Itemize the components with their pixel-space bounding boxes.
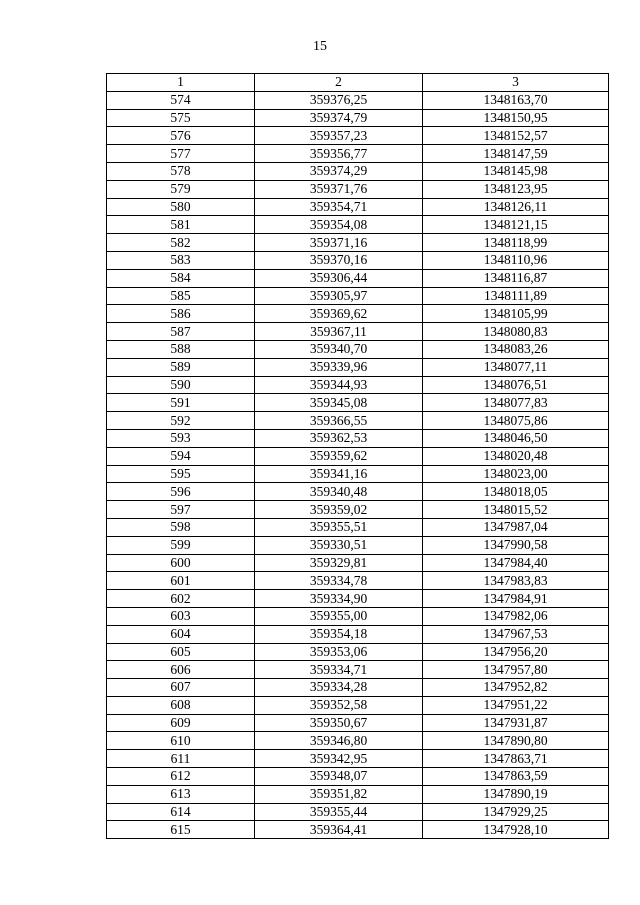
x-coordinate-cell: 359371,16 xyxy=(255,234,423,252)
page-number: 15 xyxy=(313,39,327,54)
table-row xyxy=(107,501,609,519)
y-coordinate-cell: 1347983,83 xyxy=(423,572,609,590)
point-number-cell: 603 xyxy=(107,607,255,625)
x-coordinate-cell: 359345,08 xyxy=(255,394,423,412)
point-number-cell: 576 xyxy=(107,127,255,145)
y-coordinate-cell: 1347890,80 xyxy=(423,732,609,750)
table-row xyxy=(107,269,609,287)
x-coordinate-cell: 359364,41 xyxy=(255,821,423,839)
x-coordinate-cell: 359359,02 xyxy=(255,501,423,519)
y-coordinate-cell: 1347967,53 xyxy=(423,625,609,643)
table-row xyxy=(107,127,609,145)
point-number-cell: 581 xyxy=(107,216,255,234)
point-number-cell: 585 xyxy=(107,287,255,305)
point-number-cell: 589 xyxy=(107,358,255,376)
x-coordinate-cell: 359350,67 xyxy=(255,714,423,732)
table-row xyxy=(107,198,609,216)
y-coordinate-cell: 1348018,05 xyxy=(423,483,609,501)
point-number-cell: 611 xyxy=(107,750,255,768)
table-row xyxy=(107,429,609,447)
point-number-cell: 613 xyxy=(107,785,255,803)
table-row xyxy=(107,234,609,252)
x-coordinate-cell: 359334,28 xyxy=(255,679,423,697)
x-coordinate-cell: 359374,79 xyxy=(255,109,423,127)
table-row xyxy=(107,465,609,483)
x-coordinate-cell: 359305,97 xyxy=(255,287,423,305)
point-number-cell: 606 xyxy=(107,661,255,679)
x-coordinate-cell: 359334,90 xyxy=(255,590,423,608)
table-row xyxy=(107,750,609,768)
x-coordinate-cell: 359374,29 xyxy=(255,162,423,180)
y-coordinate-cell: 1347928,10 xyxy=(423,821,609,839)
y-coordinate-cell: 1347956,20 xyxy=(423,643,609,661)
column-header-3: 3 xyxy=(423,74,609,92)
table-row xyxy=(107,91,609,109)
y-coordinate-cell: 1348075,86 xyxy=(423,412,609,430)
y-coordinate-cell: 1348163,70 xyxy=(423,91,609,109)
y-coordinate-cell: 1347931,87 xyxy=(423,714,609,732)
y-coordinate-cell: 1348077,83 xyxy=(423,394,609,412)
table-row xyxy=(107,803,609,821)
y-coordinate-cell: 1348126,11 xyxy=(423,198,609,216)
x-coordinate-cell: 359362,53 xyxy=(255,429,423,447)
table-row xyxy=(107,216,609,234)
table-row xyxy=(107,162,609,180)
point-number-cell: 604 xyxy=(107,625,255,643)
table-row xyxy=(107,180,609,198)
table-row xyxy=(107,251,609,269)
y-coordinate-cell: 1348123,95 xyxy=(423,180,609,198)
x-coordinate-cell: 359344,93 xyxy=(255,376,423,394)
x-coordinate-cell: 359352,58 xyxy=(255,696,423,714)
point-number-cell: 596 xyxy=(107,483,255,501)
table-body xyxy=(107,91,609,838)
table-row xyxy=(107,536,609,554)
table-row xyxy=(107,287,609,305)
point-number-cell: 612 xyxy=(107,768,255,786)
x-coordinate-cell: 359340,48 xyxy=(255,483,423,501)
point-number-cell: 594 xyxy=(107,447,255,465)
y-coordinate-cell: 1348110,96 xyxy=(423,251,609,269)
table-row xyxy=(107,305,609,323)
point-number-cell: 578 xyxy=(107,162,255,180)
point-number-cell: 605 xyxy=(107,643,255,661)
table-row xyxy=(107,607,609,625)
x-coordinate-cell: 359339,96 xyxy=(255,358,423,376)
x-coordinate-cell: 359340,70 xyxy=(255,340,423,358)
x-coordinate-cell: 359370,16 xyxy=(255,251,423,269)
point-number-cell: 583 xyxy=(107,251,255,269)
x-coordinate-cell: 359353,06 xyxy=(255,643,423,661)
table-row xyxy=(107,340,609,358)
y-coordinate-cell: 1347990,58 xyxy=(423,536,609,554)
table-row xyxy=(107,109,609,127)
x-coordinate-cell: 359367,11 xyxy=(255,323,423,341)
point-number-cell: 590 xyxy=(107,376,255,394)
table-row xyxy=(107,572,609,590)
table-row xyxy=(107,394,609,412)
table-row xyxy=(107,785,609,803)
point-number-cell: 586 xyxy=(107,305,255,323)
point-number-cell: 609 xyxy=(107,714,255,732)
x-coordinate-cell: 359306,44 xyxy=(255,269,423,287)
point-number-cell: 607 xyxy=(107,679,255,697)
y-coordinate-cell: 1347984,40 xyxy=(423,554,609,572)
x-coordinate-cell: 359371,76 xyxy=(255,180,423,198)
point-number-cell: 574 xyxy=(107,91,255,109)
table-row xyxy=(107,323,609,341)
table-row xyxy=(107,518,609,536)
x-coordinate-cell: 359354,71 xyxy=(255,198,423,216)
y-coordinate-cell: 1348111,89 xyxy=(423,287,609,305)
x-coordinate-cell: 359355,44 xyxy=(255,803,423,821)
y-coordinate-cell: 1348121,15 xyxy=(423,216,609,234)
y-coordinate-cell: 1347890,19 xyxy=(423,785,609,803)
y-coordinate-cell: 1348152,57 xyxy=(423,127,609,145)
point-number-cell: 588 xyxy=(107,340,255,358)
table-row xyxy=(107,376,609,394)
table-row xyxy=(107,145,609,163)
point-number-cell: 593 xyxy=(107,429,255,447)
y-coordinate-cell: 1347957,80 xyxy=(423,661,609,679)
y-coordinate-cell: 1348015,52 xyxy=(423,501,609,519)
x-coordinate-cell: 359330,51 xyxy=(255,536,423,554)
point-number-cell: 615 xyxy=(107,821,255,839)
header-row xyxy=(107,74,609,92)
y-coordinate-cell: 1348077,11 xyxy=(423,358,609,376)
x-coordinate-cell: 359366,55 xyxy=(255,412,423,430)
y-coordinate-cell: 1348023,00 xyxy=(423,465,609,483)
x-coordinate-cell: 359354,18 xyxy=(255,625,423,643)
table-row xyxy=(107,714,609,732)
x-coordinate-cell: 359334,78 xyxy=(255,572,423,590)
point-number-cell: 608 xyxy=(107,696,255,714)
y-coordinate-cell: 1347952,82 xyxy=(423,679,609,697)
x-coordinate-cell: 359376,25 xyxy=(255,91,423,109)
y-coordinate-cell: 1348046,50 xyxy=(423,429,609,447)
table-row xyxy=(107,358,609,376)
column-header-2: 2 xyxy=(255,74,423,92)
y-coordinate-cell: 1347982,06 xyxy=(423,607,609,625)
y-coordinate-cell: 1348145,98 xyxy=(423,162,609,180)
x-coordinate-cell: 359329,81 xyxy=(255,554,423,572)
x-coordinate-cell: 359355,00 xyxy=(255,607,423,625)
coordinates-table xyxy=(106,73,609,839)
y-coordinate-cell: 1347984,91 xyxy=(423,590,609,608)
point-number-cell: 584 xyxy=(107,269,255,287)
point-number-cell: 595 xyxy=(107,465,255,483)
x-coordinate-cell: 359355,51 xyxy=(255,518,423,536)
point-number-cell: 587 xyxy=(107,323,255,341)
table-row xyxy=(107,590,609,608)
y-coordinate-cell: 1348020,48 xyxy=(423,447,609,465)
table-row xyxy=(107,625,609,643)
y-coordinate-cell: 1348083,26 xyxy=(423,340,609,358)
y-coordinate-cell: 1348118,99 xyxy=(423,234,609,252)
table-row xyxy=(107,768,609,786)
point-number-cell: 582 xyxy=(107,234,255,252)
x-coordinate-cell: 359334,71 xyxy=(255,661,423,679)
point-number-cell: 610 xyxy=(107,732,255,750)
x-coordinate-cell: 359359,62 xyxy=(255,447,423,465)
y-coordinate-cell: 1348116,87 xyxy=(423,269,609,287)
table-row xyxy=(107,732,609,750)
point-number-cell: 577 xyxy=(107,145,255,163)
point-number-cell: 575 xyxy=(107,109,255,127)
point-number-cell: 600 xyxy=(107,554,255,572)
y-coordinate-cell: 1348080,83 xyxy=(423,323,609,341)
table-row xyxy=(107,679,609,697)
x-coordinate-cell: 359357,23 xyxy=(255,127,423,145)
x-coordinate-cell: 359348,07 xyxy=(255,768,423,786)
x-coordinate-cell: 359346,80 xyxy=(255,732,423,750)
point-number-cell: 580 xyxy=(107,198,255,216)
x-coordinate-cell: 359341,16 xyxy=(255,465,423,483)
table-row xyxy=(107,447,609,465)
y-coordinate-cell: 1347929,25 xyxy=(423,803,609,821)
point-number-cell: 602 xyxy=(107,590,255,608)
y-coordinate-cell: 1347987,04 xyxy=(423,518,609,536)
table-row xyxy=(107,554,609,572)
point-number-cell: 597 xyxy=(107,501,255,519)
y-coordinate-cell: 1348147,59 xyxy=(423,145,609,163)
point-number-cell: 592 xyxy=(107,412,255,430)
x-coordinate-cell: 359356,77 xyxy=(255,145,423,163)
table-row xyxy=(107,661,609,679)
table-row xyxy=(107,821,609,839)
table-row xyxy=(107,643,609,661)
point-number-cell: 598 xyxy=(107,518,255,536)
table-row xyxy=(107,696,609,714)
y-coordinate-cell: 1348076,51 xyxy=(423,376,609,394)
point-number-cell: 601 xyxy=(107,572,255,590)
x-coordinate-cell: 359342,95 xyxy=(255,750,423,768)
point-number-cell: 591 xyxy=(107,394,255,412)
y-coordinate-cell: 1347863,71 xyxy=(423,750,609,768)
point-number-cell: 579 xyxy=(107,180,255,198)
y-coordinate-cell: 1348150,95 xyxy=(423,109,609,127)
x-coordinate-cell: 359354,08 xyxy=(255,216,423,234)
point-number-cell: 599 xyxy=(107,536,255,554)
table-header xyxy=(107,74,609,92)
point-number-cell: 614 xyxy=(107,803,255,821)
y-coordinate-cell: 1348105,99 xyxy=(423,305,609,323)
table-row xyxy=(107,412,609,430)
y-coordinate-cell: 1347863,59 xyxy=(423,768,609,786)
column-header-1: 1 xyxy=(107,74,255,92)
table-row xyxy=(107,483,609,501)
y-coordinate-cell: 1347951,22 xyxy=(423,696,609,714)
x-coordinate-cell: 359369,62 xyxy=(255,305,423,323)
x-coordinate-cell: 359351,82 xyxy=(255,785,423,803)
